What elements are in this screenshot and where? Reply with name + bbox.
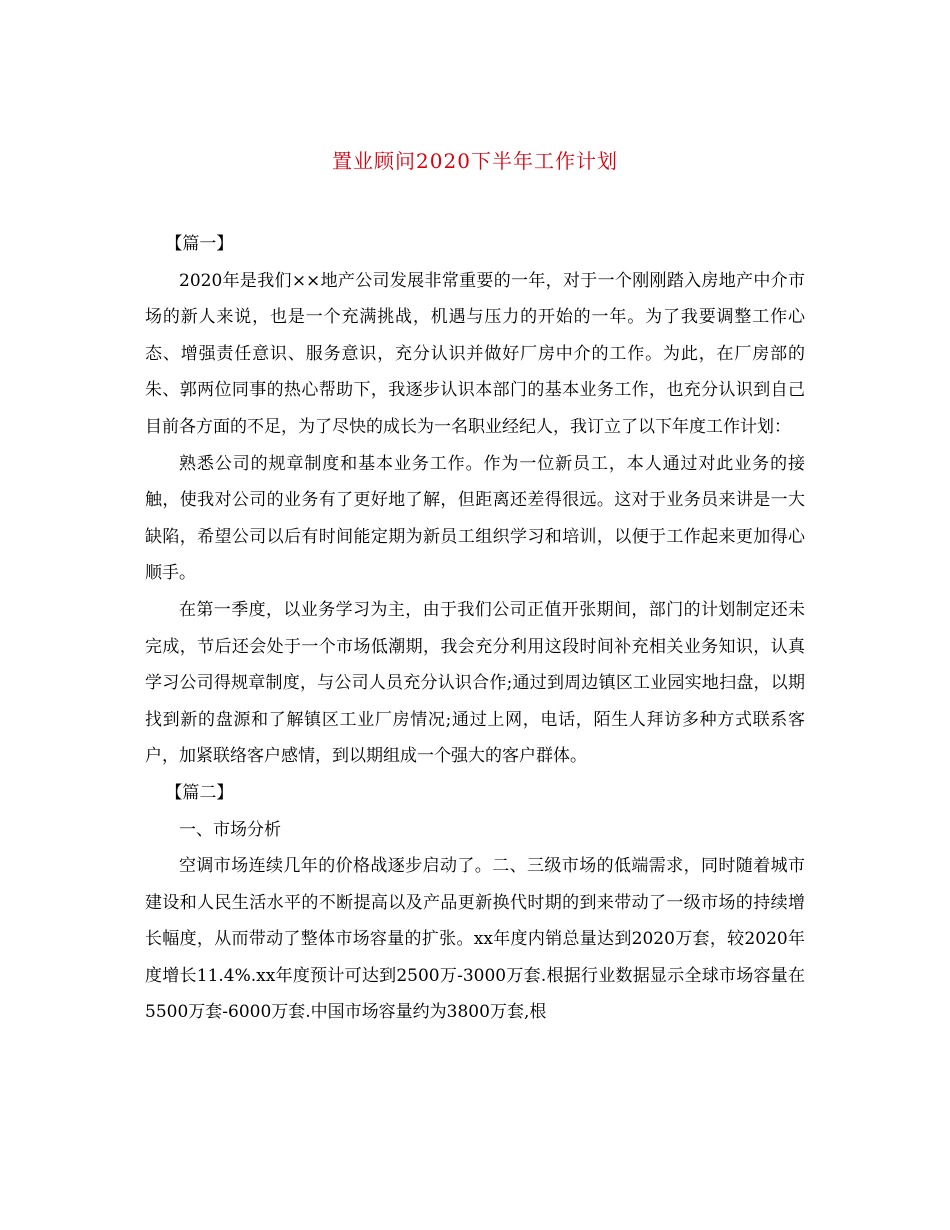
document-body bbox=[145, 226, 805, 1031]
section-heading-1: 【篇一】 bbox=[165, 234, 234, 254]
paragraph: 熟悉公司的规章制度和基本业务工作。作为一位新员工，本人通过对此业务的接触，使我对公司的业务有了更好地了解，但距离还差得很远。这对于业务员来讲是一大缺陷，希望公司以后有时间能定期为新员工组织学习和培训，以便于工作起来更加得心顺手。 bbox=[145, 453, 805, 584]
paragraph: 在第一季度，以业务学习为主，由于我们公司正值开张期间，部门的计划制定还未完成，节后还会处于一个市场低潮期，我会充分利用这段时间补充相关业务知识，认真学习公司得规章制度，与公司人员充分认识合作;通过到周边镇区工业园实地扫盘，以期找到新的盘源和了解镇区工业厂房情况;通过上网，电话，陌生人拜访多种方式联系客户，加紧联络客户感情，到以期组成一个强大的客户群体。 bbox=[145, 599, 805, 767]
paragraph: 空调市场连续几年的价格战逐步启动了。二、三级市场的低端需求，同时随着城市建设和人民生活水平的不断提高以及产品更新换代时期的到来带动了一级市场的持续增长幅度，从而带动了整体市场容量的扩张。xx年度内销总量达到2020万套，较2020年度增长11.4%.xx年度预计可达到2500万-3000万套.根据行业数据显示全球市场容量在5500万套-6000万套.中国市场容量约为3800万套,根 bbox=[145, 856, 805, 1023]
document-title: 置业顾问2020下半年工作计划 bbox=[332, 149, 618, 173]
section-heading-2: 【篇二】 bbox=[165, 782, 234, 803]
subheading-market-analysis: 一、市场分析 bbox=[179, 819, 281, 840]
paragraph: 2020年是我们××地产公司发展非常重要的一年，对于一个刚刚踏入房地产中介市场的新人来说，也是一个充满挑战，机遇与压力的开始的一年。为了我要调整工作心态、增强责任意识、服务意识，充分认识并做好厂房中介的工作。为此，在厂房部的朱、郭两位同事的热心帮助下，我逐步认识本部门的基本业务工作，也充分认识到自己目前各方面的不足，为了尽快的成长为一名职业经纪人，我订立了以下年度工作计划： bbox=[145, 270, 805, 437]
